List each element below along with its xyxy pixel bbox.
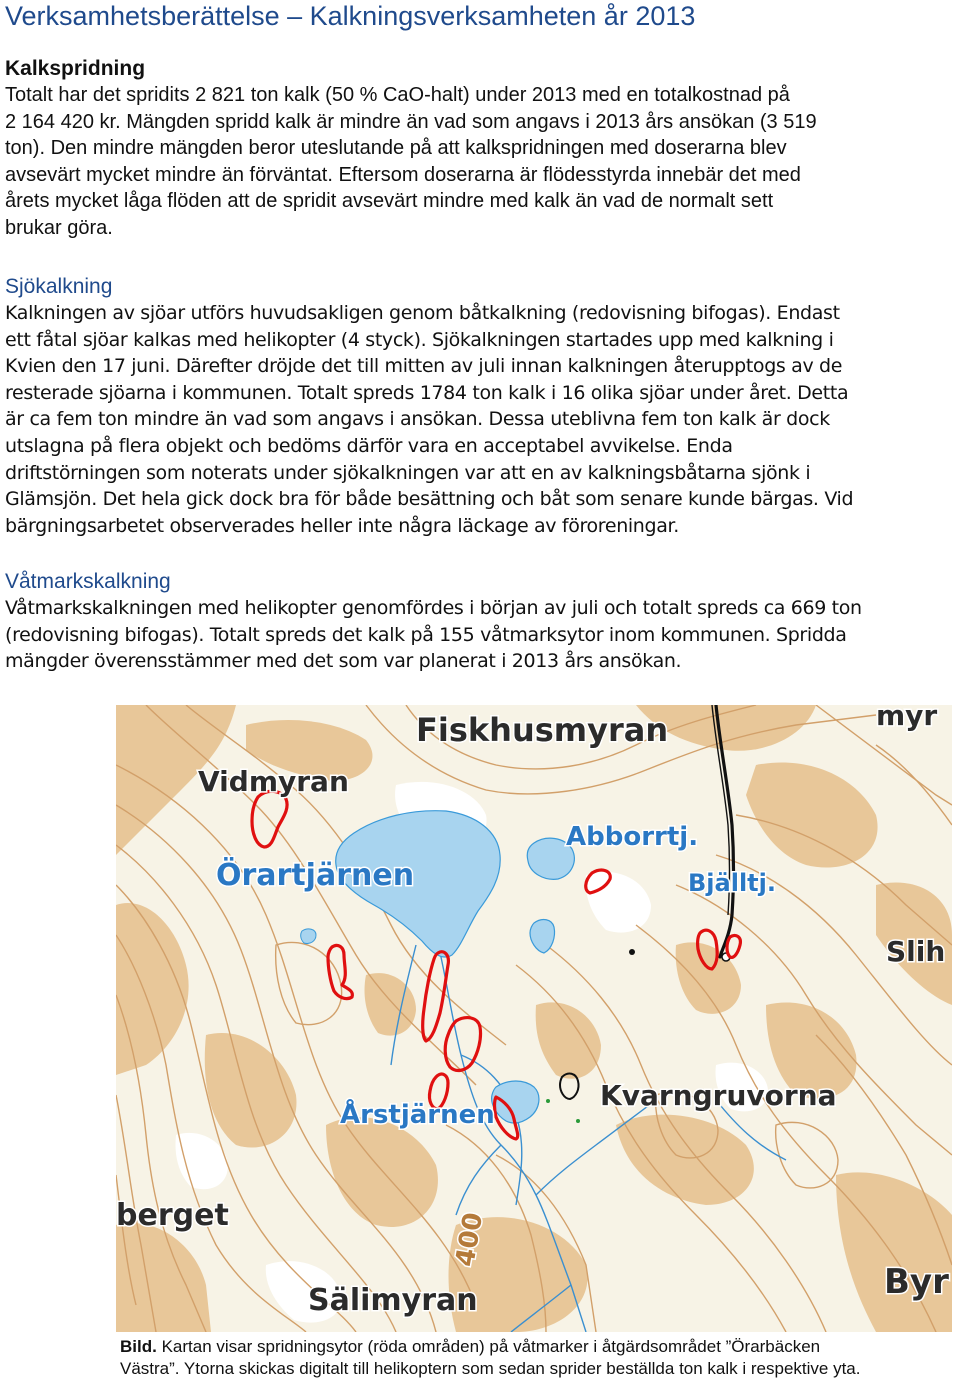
caption-label: Bild. — [120, 1337, 157, 1356]
caption-line-1 — [120, 1336, 955, 1358]
body-line: brukar göra. — [5, 216, 113, 239]
map-dot — [546, 1099, 550, 1103]
section-heading-sjokalkning: Sjökalkning — [5, 275, 113, 298]
section-body-kalkspridning — [5, 82, 960, 242]
body-line: ton). Den mindre mängden beror uteslutande på att kalkspridningen med doserarna blev — [5, 137, 787, 160]
label-fiskhusmyran: Fiskhusmyran — [416, 711, 669, 749]
label-salimyran: Sälimyran — [308, 1283, 478, 1318]
label-myr: myr — [876, 705, 938, 732]
body-line: Kvien den 17 juni. Därefter dröjde det till mitten av juli innan kalkningen återupptogs av de — [5, 355, 843, 378]
label-kvarngruvorna: Kvarngruvorna — [600, 1079, 837, 1112]
body-line: (redovisning bifogas). Totalt spreds det kalk på 155 våtmarksytor inom kommunen. Spridda — [5, 623, 847, 646]
section-vatmarkskalkning — [5, 568, 960, 675]
label-vidmyran: Vidmyran — [198, 765, 349, 798]
section-body-vatmarkskalkning — [5, 595, 960, 675]
body-line: bärgningsarbetet observerades heller inte några läckage av föroreningar. — [5, 514, 679, 537]
body-line: mängder överensstämmer med det som var planerat i 2013 års ansökan. — [5, 650, 682, 673]
caption-text-1: Kartan visar spridningsytor (röda områden) på våtmarker i åtgärdsområdet ”Örarbäcken — [156, 1337, 821, 1356]
lake-tiny — [301, 929, 316, 944]
body-line: utslagna på flera objekt och bedöms därför vara en acceptabel avvikelse. Enda — [5, 434, 733, 457]
body-line: är ca fem ton mindre än vad som angavs i ansökan. Dessa uteblivna fem ton kalk är dock — [5, 408, 830, 431]
label-arstjarnen: Årstjärnen — [340, 1100, 495, 1130]
body-line: 2 164 420 kr. Mängden spridd kalk är mindre än vad som angavs i 2013 års ansökan (3 519 — [5, 110, 817, 133]
section-body-sjokalkning — [5, 300, 960, 539]
label-bjalltj: Bjälltj. — [688, 869, 776, 897]
section-sjokalkning — [5, 273, 960, 539]
section-heading-kalkspridning: Kalkspridning — [5, 57, 146, 80]
body-line: ett fåtal sjöar kalkas med helikopter (4 styck). Sjökalkningen startades upp med kalkning i — [5, 328, 834, 351]
map-dot — [576, 1119, 580, 1123]
body-line: driftstörningen som noterats under sjökalkningen var att en av kalkningsbåtarna sjönk i — [5, 461, 811, 484]
body-line: Våtmarkskalkningen med helikopter genomfördes i början av juli och totalt spreds ca 669 ton — [5, 597, 862, 619]
road-end-marker — [629, 949, 635, 955]
body-line: avsevärt mycket mindre än förväntat. Eftersom doserarna är flödesstyrda innebär det med — [5, 163, 801, 186]
label-slih: Slih — [886, 935, 946, 968]
body-line: Totalt har det spridits 2 821 ton kalk (50 % CaO-halt) under 2013 med en totalkostnad på — [5, 84, 790, 106]
body-line: resterade sjöarna i kommunen. Totalt spreds 1784 ton kalk i 16 olika sjöar under året. Detta — [5, 381, 849, 404]
map-figure — [116, 705, 952, 1332]
body-line: Glämsjön. Det hela gick dock bra för både besättning och båt som senare kunde bärgas. Vid — [5, 488, 854, 511]
label-byr: Byr — [884, 1262, 949, 1302]
caption-line-2: Västra”. Ytorna skickas digitalt till helikoptern som sedan sprider beställda ton kalk i respektive yta. — [120, 1358, 861, 1378]
section-heading-vatmarkskalkning: Våtmarkskalkning — [5, 570, 171, 593]
label-abborrtj: Abborrtj. — [566, 822, 699, 852]
label-berget: berget — [116, 1198, 229, 1233]
label-contour-400: 400 — [450, 1210, 490, 1269]
section-kalkspridning — [5, 56, 960, 242]
body-line: Kalkningen av sjöar utförs huvudsakligen genom båtkalkning (redovisning bifogas). Endast — [5, 302, 840, 324]
document-title: Verksamhetsberättelse – Kalkningsverksamheten år 2013 — [5, 1, 696, 31]
figure-caption — [120, 1336, 955, 1379]
label-orartjarnen: Örartjärnen — [216, 858, 415, 893]
body-line: årets mycket låga flöden att de spridit avsevärt mindre med kalk än vad de normalt sett — [5, 190, 774, 213]
